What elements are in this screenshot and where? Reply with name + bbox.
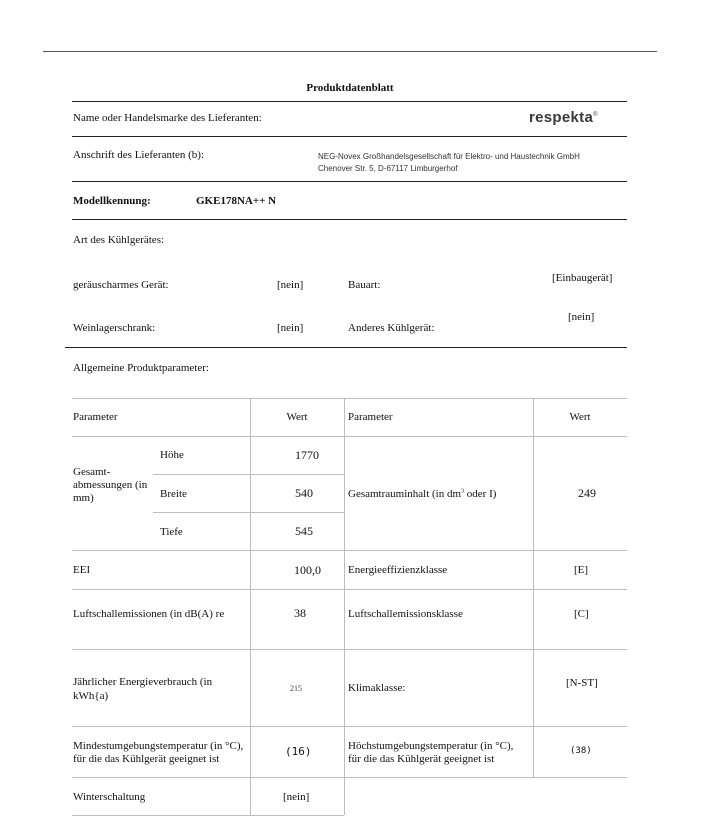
brand-registered-mark: ® [593,112,598,118]
appliance-type-heading: Art des Kühlgerätes: [73,234,165,246]
min-temp-value: (16) [285,745,312,758]
supplier-address-label: Anschrift des Lieferanten (b): [73,149,205,161]
supplier-name-label: Name oder Handelsmarke des Lieferanten: [73,112,262,124]
volume-value: 249 [578,486,596,500]
rule-2 [72,136,627,137]
other-label: Anderes Kühlgerät: [348,322,435,334]
rule-4 [72,219,627,220]
width-value: 540 [295,486,313,500]
min-temp-label-line1: Mindestumgebungstemperatur (in °C), [73,740,244,752]
table-rule-noise-end [72,649,627,650]
volume-label-pre: Gesamtrauminhalt (in dm [348,488,462,500]
quiet-label: geräuscharmes Gerät: [73,279,169,291]
max-temp-value: (38) [570,746,592,756]
volume-label-sup: 3 [461,488,465,495]
header-parameter-left: Parameter [73,411,118,423]
build-label: Bauart: [348,279,381,291]
brand-text: respekta [529,109,594,126]
table-rule-energy-end [72,726,627,727]
min-temp-label-line2: für die das Kühlgerät geeignet ist [73,753,220,765]
rule-1 [72,101,627,102]
table-rule-top [72,398,627,399]
wine-value: [nein] [277,322,304,334]
table-rule-dims-end [72,550,627,551]
other-value: [nein] [568,311,595,323]
wine-label: Weinlagerschrank: [73,322,156,334]
height-value: 1770 [295,448,319,462]
table-col-divider-1 [250,398,251,815]
supplier-address-line2: Chenover Str. 5, D-67117 Limburgerhof [318,164,458,173]
header-parameter-right: Parameter [348,411,393,423]
table-col-divider-3 [533,398,534,777]
dimensions-label: Gesamt-abmessungen (in mm) [73,466,148,504]
table-rule-dim1 [153,474,344,475]
top-rule [43,51,657,52]
header-value-right: Wert [569,411,591,423]
energy-label-line2: kWh{a) [73,690,109,702]
max-temp-label-line1: Höchstumgebungstemperatur (in °C), [348,740,514,752]
height-label: Höhe [160,449,184,461]
quiet-value: [nein] [277,279,304,291]
volume-label [348,488,496,500]
eei-label: EEI [73,564,91,576]
supplier-address-line1: NEG-Novex Großhandelsgesellschaft für Elektro- und Haustechnik GmbH [318,152,580,161]
climate-value: [N-ST] [566,677,598,689]
volume-label-post: oder I) [464,488,497,500]
build-value: [Einbaugerät] [552,272,613,284]
noise-label: Luftschallemissionen (in dB(A) re [73,608,225,620]
table-col-divider-2 [344,398,345,815]
model-label: Modellkennung: [73,195,151,207]
table-rule-temp-end [72,777,627,778]
depth-value: 545 [295,524,313,538]
header-value-left: Wert [286,411,308,423]
table-rule-dim2 [153,512,344,513]
eff-class-label: Energieeffizienzklasse [348,564,448,576]
brand-logo [529,109,598,126]
depth-label: Tiefe [160,526,183,538]
noise-value: 38 [294,606,306,620]
table-rule-bottom [72,815,344,816]
params-heading: Allgemeine Produktparameter: [73,362,209,374]
winter-value: [nein] [283,791,310,803]
noise-class-value: [C] [574,608,589,620]
width-label: Breite [160,488,187,500]
rule-5 [65,347,627,348]
climate-label: Klimaklasse: [348,682,406,694]
page-title: Produktdatenblatt [306,82,394,94]
energy-label-line1: Jährlicher Energieverbrauch (in [73,676,213,688]
table-rule-header [72,436,627,437]
model-value: GKE178NA++ N [196,195,277,207]
energy-value: 215 [290,684,302,693]
rule-3 [72,181,627,182]
winter-label: Winterschaltung [73,791,146,803]
table-rule-eei-end [72,589,627,590]
eff-class-value: [E] [574,564,589,576]
eei-value: 100,0 [294,563,321,577]
noise-class-label: Luftschallemissionsklasse [348,608,463,620]
max-temp-label-line2: für die das Kühlgerät geeignet ist [348,753,495,765]
